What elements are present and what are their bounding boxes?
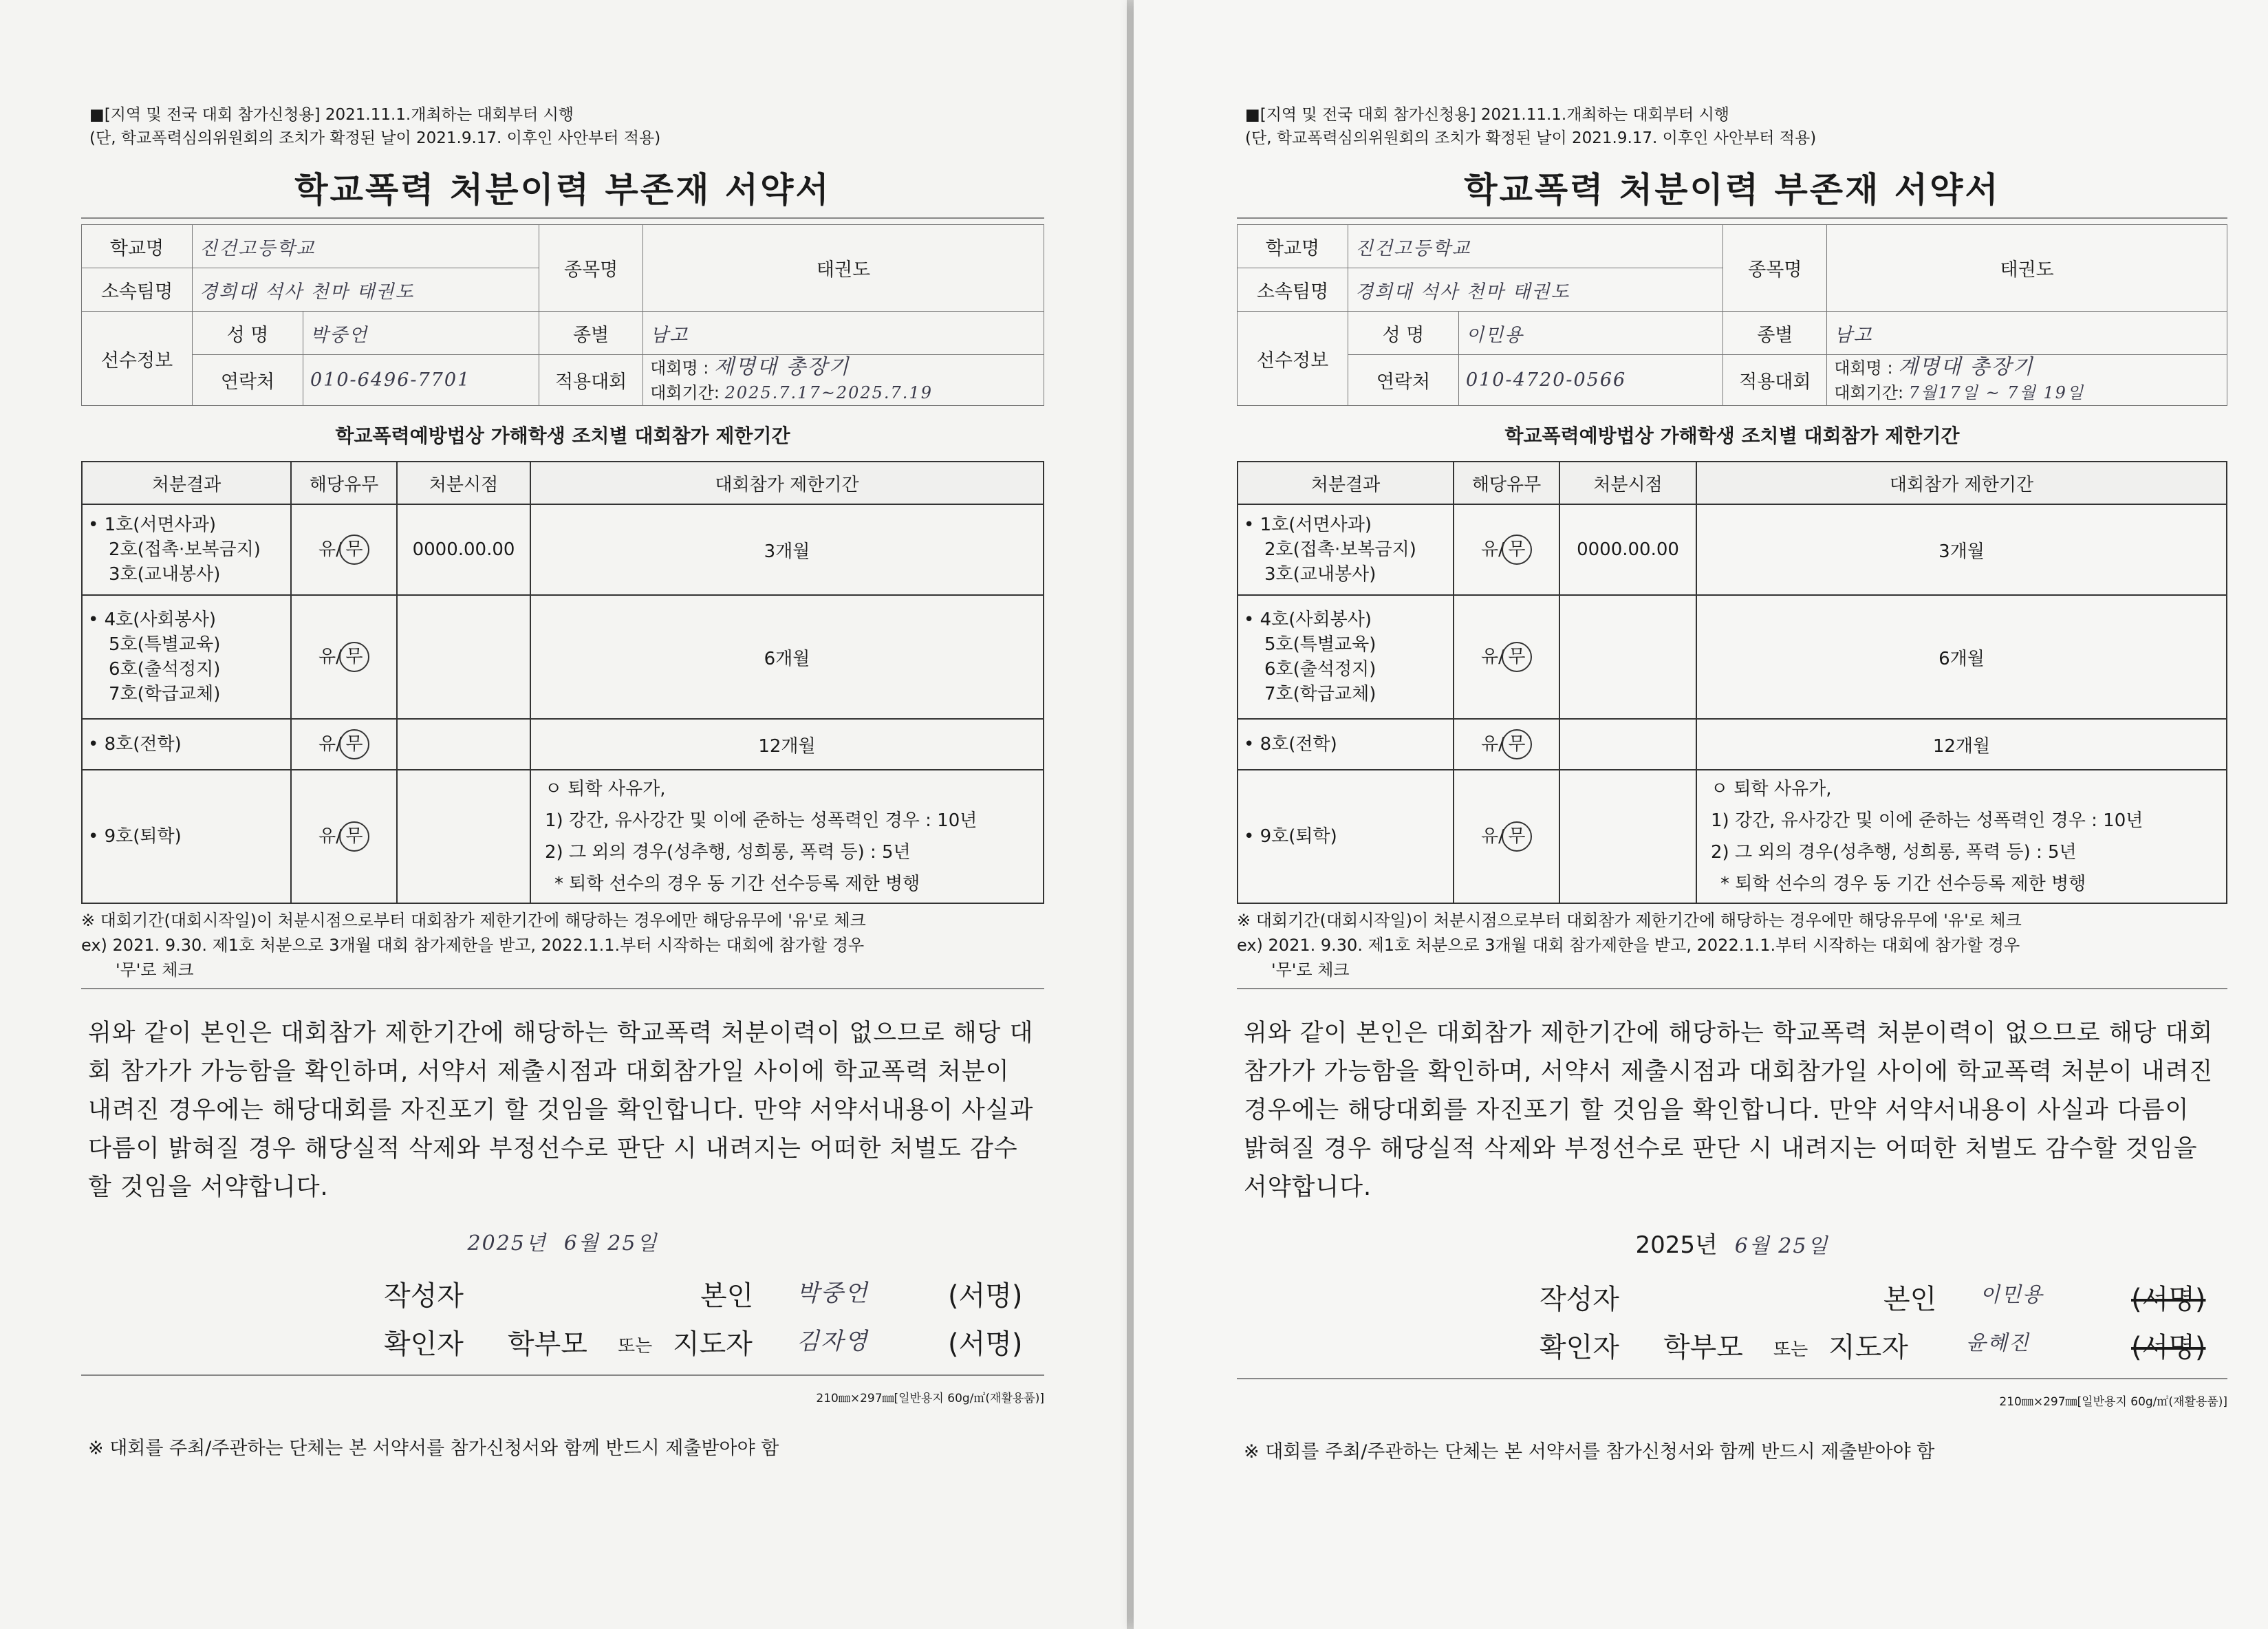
check-circle: 무 (339, 821, 369, 852)
result-cell: • 8호(전학) (1238, 719, 1454, 770)
check-circle: 무 (339, 729, 369, 759)
result-item: 5호(특별교육) (109, 634, 221, 655)
applicable-cell: 유/ 무 (1454, 770, 1559, 903)
self-signature: 이민용 (1980, 1283, 2044, 1307)
event-name-row (1834, 355, 2220, 380)
result-item: • 4호(사회봉사) (1244, 609, 1372, 630)
paper-spec: 210㎜×297㎜[일반용지 60g/㎡(재활용품)] (816, 1392, 1044, 1405)
date-month-day: 6월 25일 (1734, 1234, 1829, 1258)
expel-rule: 1) 강간, 유사강간 및 이에 준하는 성폭력인 경우 : 10년 (545, 810, 978, 831)
sport-value: 태권도 (1827, 225, 2227, 312)
result-item: 7호(학급교체) (109, 684, 221, 704)
event-period-value: 7월17일 ~ 7월 19일 (1908, 383, 2085, 402)
event-period-row (650, 380, 1037, 405)
applicable-cell: 유/ 무 (1454, 719, 1559, 770)
pledge-paragraph: 위와 같이 본인은 대회참가 제한기간에 해당하는 학교폭력 처분이력이 없으므로 해당 대회 참가가 가능함을 확인하며, 서약서 제출시점과 대회참가일 사이에 학교폭력 처분이 내려진 경우에는 해당대회를 자진포기 할 것임을 확인합니다. 만약 서약서내용이 사실과 다름이 밝혀질 경우 해당실적 삭제와 부정선수로 판단 시 내려지는 어떠한 처벌도 감수할 것임을 서약합니다. (1244, 1020, 2214, 1201)
footnote: ※ 대회를 주최/주관하는 단체는 본 서약서를 참가신청서와 함께 반드시 제출받아야 함 (88, 1438, 779, 1459)
check-circle: 무 (339, 535, 369, 565)
result-cell (82, 504, 291, 595)
result-item: • 1호(서면사과) (1244, 515, 1372, 535)
divider (81, 988, 1044, 989)
pledge-document (81, 103, 1044, 1460)
period-cell: 12개월 (1696, 719, 2227, 770)
label-event-period: 대회기간: (1834, 383, 1904, 402)
period-cell: 12개월 (530, 719, 1044, 770)
applicable-cell: 유/ 무 (291, 595, 397, 719)
sport-value: 태권도 (643, 225, 1044, 312)
header-applicable: 해당유무 (1454, 462, 1559, 504)
writer-row (1237, 1277, 2227, 1316)
self-signature: 박중언 (797, 1280, 869, 1307)
date-cell: 0000.00.00 (1559, 504, 1696, 595)
document-sheet-right (1134, 0, 2268, 1629)
date-cell (397, 770, 530, 903)
sign-mark: (서명) (2131, 1332, 2206, 1363)
result-item: 6호(출석정지) (1264, 659, 1376, 680)
sign-date (81, 1226, 1044, 1256)
document-title: 학교폭력 처분이력 부존재 서약서 (294, 170, 831, 210)
guardian-signature: 윤혜진 (1966, 1331, 2030, 1355)
event-period-row (1834, 380, 2220, 405)
label-phone: 연락처 (1348, 355, 1459, 406)
period-cell: 3개월 (530, 504, 1044, 595)
date-cell (397, 719, 530, 770)
coach-label: 지도자 (1828, 1332, 1908, 1363)
label-event-name: 대회명 : (1834, 358, 1893, 378)
check-circle: 무 (1502, 535, 1532, 565)
result-cell: • 9호(퇴학) (1238, 770, 1454, 903)
team-value: 경희대 석사 천마 태권도 (193, 268, 539, 312)
result-item: 6호(출석정지) (109, 659, 221, 680)
date-cell (397, 595, 530, 719)
divider (1237, 1378, 2227, 1379)
sign-date (1237, 1226, 2227, 1260)
note: ※ 대회기간(대회시작일)이 처분시점으로부터 대회참가 제한기간에 해당하는 경우에만 해당유무에 '유'로 체크 (81, 911, 866, 930)
check-circle: 무 (339, 642, 369, 672)
date-cell (1559, 770, 1696, 903)
sign-mark: (서명) (2131, 1284, 2206, 1315)
result-cell (1238, 504, 1454, 595)
school-value: 진건고등학교 (193, 225, 539, 268)
applicable-cell: 유/ 무 (291, 719, 397, 770)
sign-mark: (서명) (948, 1328, 1023, 1360)
label-event: 적용대회 (1723, 355, 1827, 406)
expel-rule: * 퇴학 선수의 경우 동 기간 선수등록 제한 병행 (554, 874, 920, 894)
header-applicable: 해당유무 (291, 462, 397, 504)
label-team: 소속팀명 (82, 268, 193, 312)
or-label: 또는 (1773, 1339, 1808, 1360)
check-circle: 무 (1502, 729, 1532, 759)
period-cell: 3개월 (1696, 504, 2227, 595)
pledge-paragraph: 위와 같이 본인은 대회참가 제한기간에 해당하는 학교폭력 처분이력이 없으므로 해당 대회 참가가 가능함을 확인하며, 서약서 제출시점과 대회참가일 사이에 학교폭력 처분이 내려진 경우에는 해당대회를 자진포기 할 것임을 확인합니다. 만약 서약서내용이 사실과 다름이 밝혀질 경우 해당실적 삭제와 부정선수로 판단 시 내려지는 어떠한 처벌도 감수할 것임을 서약합니다. (88, 1020, 1034, 1201)
confirmer-label: 확인자 (1540, 1332, 1619, 1363)
applicable-cell: 유/ 무 (1454, 504, 1559, 595)
self-label: 본인 (1883, 1284, 1937, 1315)
event-name-row (650, 355, 1037, 380)
restriction-subtitle: 학교폭력예방법상 가해학생 조치별 대회참가 제한기간 (335, 424, 790, 447)
expel-cell (1696, 770, 2227, 903)
note: ex) 2021. 9.30. 제1호 처분으로 3개월 대회 참가제한을 받고, 2022.1.1.부터 시작하는 대회에 참가할 경우 (81, 936, 865, 955)
guardian-signature: 김자영 (797, 1328, 869, 1355)
label-sport: 종목명 (539, 225, 643, 312)
date-cell: 0000.00.00 (397, 504, 530, 595)
header-date: 처분시점 (397, 462, 530, 504)
applicable-cell: 유/ 무 (291, 770, 397, 903)
confirmer-row (1237, 1326, 2227, 1364)
phone-value: 010-4720-0566 (1459, 355, 1723, 406)
notice-line: (단, 학교폭력심의위원회의 조치가 확정된 날이 2021.9.17. 이후인 사안부터 적용) (1245, 129, 1817, 147)
coach-label: 지도자 (673, 1328, 753, 1360)
result-item: 5호(특별교육) (1264, 634, 1376, 655)
parent-label: 학부모 (1663, 1332, 1743, 1363)
restriction-table (1237, 461, 2227, 904)
label-event-name: 대회명 : (650, 358, 709, 378)
info-table (81, 224, 1044, 406)
header-period: 대회참가 제한기간 (1696, 462, 2227, 504)
label-name: 성 명 (1348, 312, 1459, 355)
header-period: 대회참가 제한기간 (530, 462, 1044, 504)
label-team: 소속팀명 (1238, 268, 1348, 312)
expel-rule: * 퇴학 선수의 경우 동 기간 선수등록 제한 병행 (1720, 874, 2086, 894)
event-name-value: 계명대 총장기 (1898, 355, 2034, 379)
check-circle: 무 (1502, 642, 1532, 672)
period-cell: 6개월 (1696, 595, 2227, 719)
or-label: 또는 (618, 1336, 653, 1357)
name-value: 이민용 (1459, 312, 1723, 355)
note: ※ 대회기간(대회시작일)이 처분시점으로부터 대회참가 제한기간에 해당하는 경우에만 해당유무에 '유'로 체크 (1237, 911, 2022, 930)
team-value: 경희대 석사 천마 태권도 (1348, 268, 1723, 312)
expel-cell (530, 770, 1044, 903)
info-table (1237, 224, 2227, 406)
school-value: 진건고등학교 (1348, 225, 1723, 268)
paper-spec: 210㎜×297㎜[일반용지 60g/㎡(재활용품)] (1999, 1395, 2227, 1409)
result-cell (82, 595, 291, 719)
notice-line: ■[지역 및 전국 대회 참가신청용] 2021.11.1.개최하는 대회부터 시행 (1245, 106, 1730, 124)
writer-label: 작성자 (1540, 1284, 1619, 1315)
event-period-value: 2025.7.17~2025.7.19 (724, 383, 933, 402)
restriction-table (81, 461, 1044, 904)
notice-line: (단, 학교폭력심의위원회의 조치가 확정된 날이 2021.9.17. 이후인 사안부터 적용) (89, 129, 661, 147)
note: ex) 2021. 9.30. 제1호 처분으로 3개월 대회 참가제한을 받고, 2022.1.1.부터 시작하는 대회에 참가할 경우 (1237, 936, 2020, 955)
result-item: 3호(교내봉사) (1264, 564, 1376, 585)
label-player: 선수정보 (1238, 312, 1348, 406)
result-item: • 4호(사회봉사) (88, 609, 217, 630)
header-date: 처분시점 (1559, 462, 1696, 504)
divider (81, 1374, 1044, 1376)
header-result: 처분결과 (82, 462, 291, 504)
notice-line: ■[지역 및 전국 대회 참가신청용] 2021.11.1.개최하는 대회부터 시행 (89, 106, 574, 124)
label-name: 성 명 (193, 312, 303, 355)
result-item: 2호(접촉·보복금지) (109, 539, 261, 560)
divider (1237, 988, 2227, 989)
name-value: 박중언 (303, 312, 539, 355)
document-sheet-left (0, 0, 1127, 1629)
result-cell (1238, 595, 1454, 719)
date-year: 2025년 (1635, 1231, 1718, 1259)
footnote: ※ 대회를 주최/주관하는 단체는 본 서약서를 참가신청서와 함께 반드시 제출받아야 함 (1244, 1441, 1935, 1463)
label-player: 선수정보 (82, 312, 193, 406)
confirmer-row (81, 1322, 1044, 1361)
label-school: 학교명 (82, 225, 193, 268)
date-month-day: 6월 25일 (563, 1231, 658, 1255)
label-event-period: 대회기간: (650, 383, 720, 402)
phone-value: 010-6496-7701 (303, 355, 539, 406)
expel-rule: 2) 그 외의 경우(성추행, 성희롱, 폭력 등) : 5년 (545, 842, 911, 863)
label-sport: 종목명 (1723, 225, 1827, 312)
date-cell (1559, 719, 1696, 770)
header-result: 처분결과 (1238, 462, 1454, 504)
divider (81, 217, 1044, 219)
date-cell (1559, 595, 1696, 719)
expel-reason: ㅇ 퇴학 사유가, (545, 779, 666, 799)
check-circle: 무 (1502, 821, 1532, 852)
result-cell: • 8호(전학) (82, 719, 291, 770)
parent-label: 학부모 (508, 1328, 587, 1360)
result-item: 2호(접촉·보복금지) (1264, 539, 1416, 560)
label-category: 종별 (1723, 312, 1827, 355)
result-cell: • 9호(퇴학) (82, 770, 291, 903)
label-category: 종별 (539, 312, 643, 355)
event-name-value: 제명대 총장기 (714, 355, 850, 379)
restriction-subtitle: 학교폭력예방법상 가해학생 조치별 대회참가 제한기간 (1504, 424, 1960, 447)
note: '무'로 체크 (1271, 960, 1350, 980)
divider (1237, 217, 2227, 219)
date-year: 2025년 (467, 1231, 547, 1255)
pledge-document (1237, 103, 2227, 1463)
sign-mark: (서명) (948, 1280, 1023, 1312)
period-cell: 6개월 (530, 595, 1044, 719)
applicable-cell: 유/ 무 (291, 504, 397, 595)
category-value: 남고 (643, 312, 1044, 355)
result-item: 3호(교내봉사) (109, 564, 221, 585)
self-label: 본인 (700, 1280, 754, 1312)
result-item: • 1호(서면사과) (88, 515, 217, 535)
label-event: 적용대회 (539, 355, 643, 406)
category-value: 남고 (1827, 312, 2227, 355)
label-phone: 연락처 (193, 355, 303, 406)
result-item: 7호(학급교체) (1264, 684, 1376, 704)
writer-row (81, 1274, 1044, 1313)
label-school: 학교명 (1238, 225, 1348, 268)
document-title: 학교폭력 처분이력 부존재 서약서 (1464, 170, 2000, 210)
applicable-cell: 유/ 무 (1454, 595, 1559, 719)
expel-reason: ㅇ 퇴학 사유가, (1711, 779, 1832, 799)
writer-label: 작성자 (384, 1280, 464, 1312)
note: '무'로 체크 (116, 960, 194, 980)
expel-rule: 2) 그 외의 경우(성추행, 성희롱, 폭력 등) : 5년 (1711, 842, 2077, 863)
confirmer-label: 확인자 (384, 1328, 464, 1360)
expel-rule: 1) 강간, 유사강간 및 이에 준하는 성폭력인 경우 : 10년 (1711, 810, 2143, 831)
